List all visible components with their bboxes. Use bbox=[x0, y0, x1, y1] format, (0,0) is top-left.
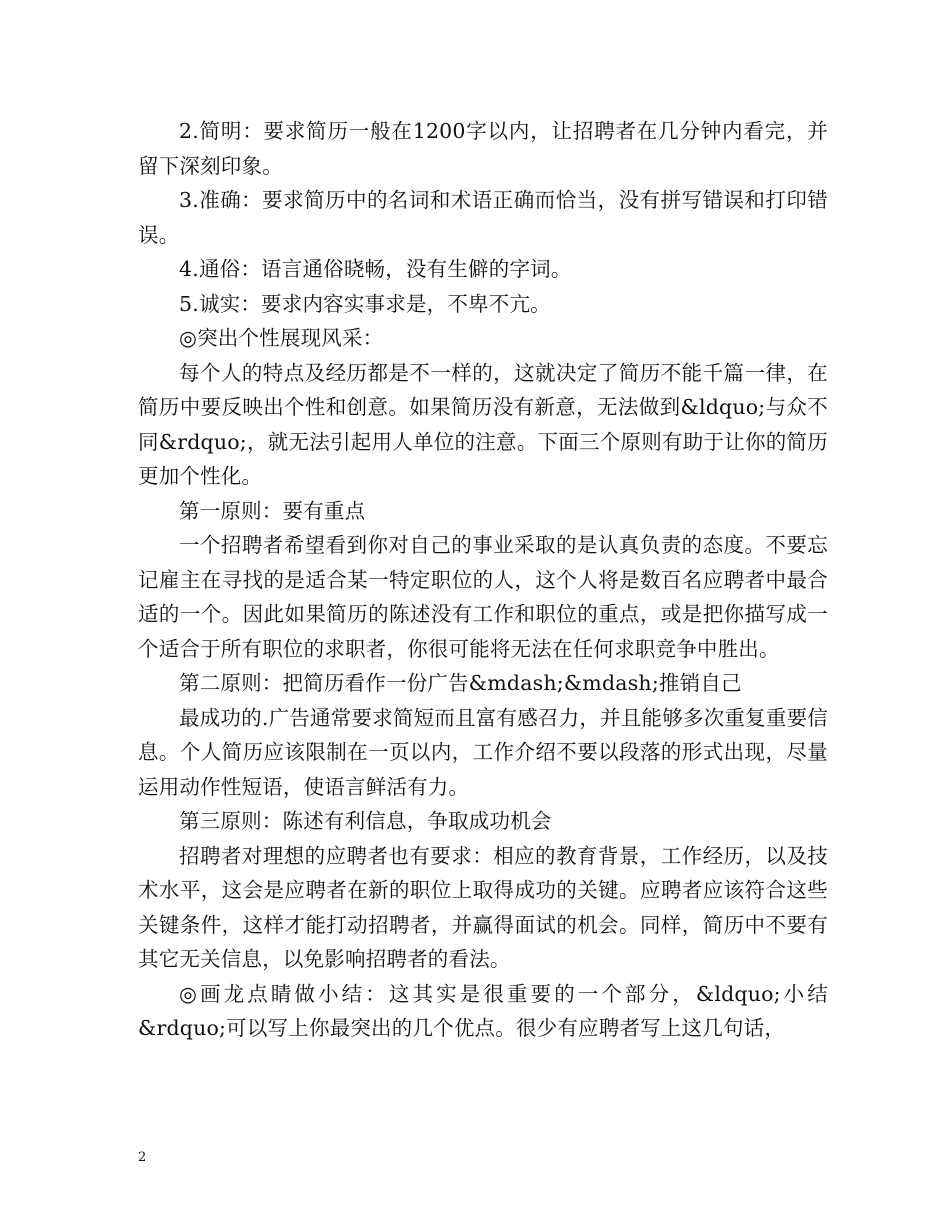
paragraph-personality: 每个人的特点及经历都是不一样的，这就决定了简历不能千篇一律，在简历中要反映出个性和创意。如果简历没有新意，无法做到&ldquo;与众不同&rdquo;，就无法引起用人单位的注意。下面三个原则有助于让你的简历更加个性化。 bbox=[138, 360, 828, 488]
principle-one-heading: 第一原则：要有重点 bbox=[179, 498, 366, 523]
paragraph-principle-one: 一个招聘者希望看到你对自己的事业采取的是认真负责的态度。不要忘记雇主在寻找的是适合某一特定职位的人，这个人将是数百名应聘者中最合适的一个。因此如果简历的陈述没有工作和职位的重点，或是把你描写成一个适合于所有职位的求职者，你很可能将无法在任何求职竞争中胜出。 bbox=[138, 533, 828, 661]
paragraph-plain: 4.通俗：语言通俗晓畅，没有生僻的字词。 bbox=[179, 257, 572, 281]
paragraph-accurate: 3.准确：要求简历中的名词和术语正确而恰当，没有拼写错误和打印错误。 bbox=[138, 188, 828, 247]
principle-two-heading: 第二原则：把简历看作一份广告&mdash;&mdash;推销自己 bbox=[179, 671, 742, 695]
page-number: 2 bbox=[138, 1150, 147, 1165]
paragraph-concise: 2.简明：要求简历一般在1200字以内，让招聘者在几分钟内看完，并留下深刻印象。 bbox=[138, 119, 828, 178]
paragraph-principle-two: 最成功的.广告通常要求简短而且富有感召力，并且能够多次重复重要信息。个人简历应该限制在一页以内，工作介绍不要以段落的形式出现，尽量运用动作性短语，使语言鲜活有力。 bbox=[138, 705, 828, 799]
body-text bbox=[138, 114, 828, 1046]
section-heading-personality: ◎突出个性展现风采： bbox=[179, 326, 384, 350]
paragraph-principle-three: 招聘者对理想的应聘者也有要求：相应的教育背景，工作经历，以及技术水平，这会是应聘者在新的职位上取得成功的关键。应聘者应该符合这些关键条件，这样才能打动招聘者，并赢得面试的机会。同样，简历中不要有其它无关信息，以免影响招聘者的看法。 bbox=[138, 843, 828, 971]
principle-three-heading: 第三原则：陈述有利信息，争取成功机会 bbox=[179, 809, 552, 833]
paragraph-summary: ◎画龙点睛做小结：这其实是很重要的一个部分，&ldquo;小结&rdquo;可以写上你最突出的几个优点。很少有应聘者写上这几句话， bbox=[138, 981, 828, 1040]
paragraph-honest: 5.诚实：要求内容实事求是，不卑不亢。 bbox=[179, 291, 551, 316]
